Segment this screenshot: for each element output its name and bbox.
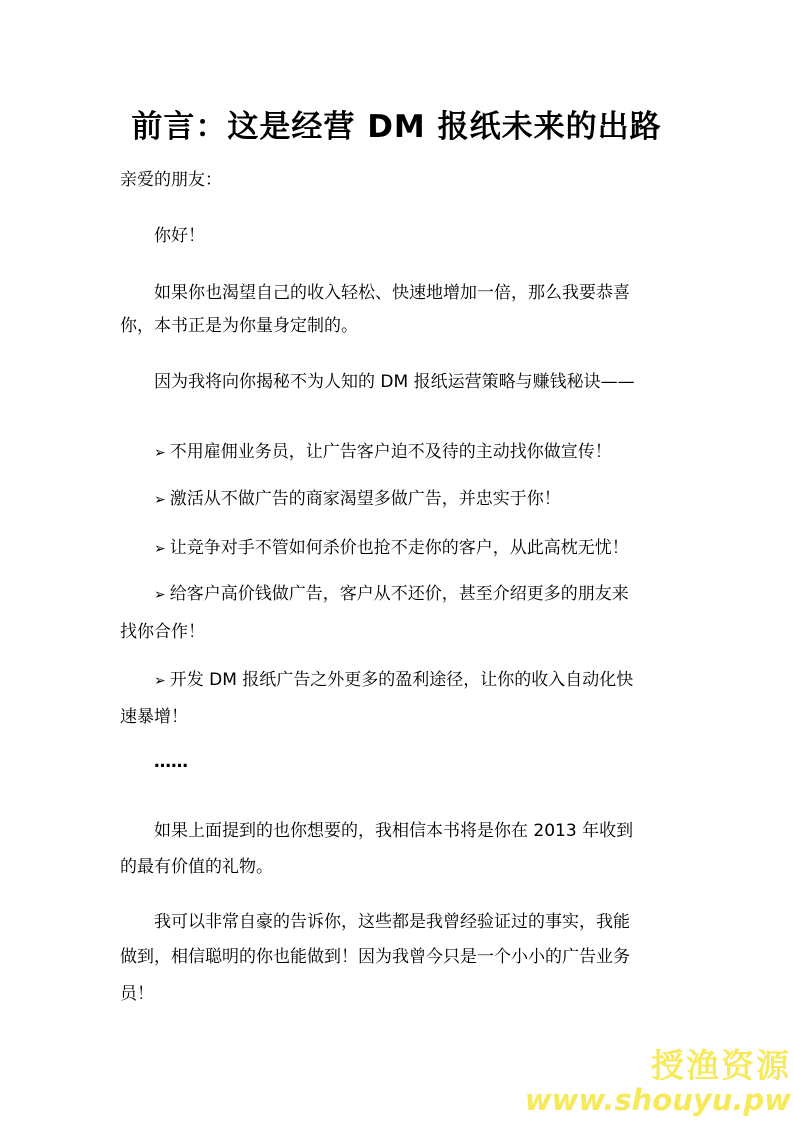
watermark-url: www.shouyu.pw xyxy=(524,1083,791,1117)
bullet-item-3 xyxy=(154,536,629,561)
paragraph-1-line-2: 你，本书正是为你量身定制的。 xyxy=(120,316,358,336)
arrow-bullet-icon: ➢ xyxy=(154,445,166,461)
paragraph-4-line-2: 做到，相信聪明的你也能做到！因为我曾今只是一个小小的广告业务 xyxy=(120,947,630,967)
bullet-item-5-line-2: 速暴增！ xyxy=(120,707,188,727)
bullet-item-1 xyxy=(154,440,612,465)
ellipsis: …… xyxy=(154,752,188,772)
paragraph-3-line-2: 的最有价值的礼物。 xyxy=(120,857,273,877)
bullet-item-1-text: 不用雇佣业务员，让广告客户迫不及待的主动找你做宣传！ xyxy=(169,442,612,462)
bullet-item-4-text: 给客户高价钱做广告，客户从不还价，甚至介绍更多的朋友来 xyxy=(169,584,629,604)
arrow-bullet-icon: ➢ xyxy=(154,673,166,689)
paragraph-4-line-1: 我可以非常自豪的告诉你，这些都是我曾经验证过的事实，我能 xyxy=(154,912,630,932)
bullet-item-3-text: 让竞争对手不管如何杀价也抢不走你的客户，从此高枕无忧！ xyxy=(169,538,629,558)
document-title: 前言：这是经营 DM 报纸未来的出路 xyxy=(131,109,662,145)
arrow-bullet-icon: ➢ xyxy=(154,587,166,603)
bullet-item-5-text: 开发 DM 报纸广告之外更多的盈利途径，让你的收入自动化快 xyxy=(169,670,634,690)
arrow-bullet-icon: ➢ xyxy=(154,541,166,557)
hello-text: 你好！ xyxy=(154,226,205,246)
arrow-bullet-icon: ➢ xyxy=(154,492,166,508)
bullet-item-4 xyxy=(154,582,629,607)
bullet-item-2-text: 激活从不做广告的商家渴望多做广告，并忠实于你！ xyxy=(169,489,561,509)
bullet-item-5 xyxy=(154,668,633,693)
paragraph-3-line-1: 如果上面提到的也你想要的，我相信本书将是你在 2013 年收到 xyxy=(154,821,634,841)
watermark-name: 授渔资源 xyxy=(651,1046,791,1085)
paragraph-4-line-3: 员！ xyxy=(120,984,154,1004)
paragraph-2: 因为我将向你揭秘不为人知的 DM 报纸运营策略与赚钱秘诀—— xyxy=(154,372,635,392)
greeting: 亲爱的朋友： xyxy=(120,170,222,190)
paragraph-1-line-1: 如果你也渴望自己的收入轻松、快速地增加一倍，那么我要恭喜 xyxy=(154,283,630,303)
bullet-item-4-line-2: 找你合作！ xyxy=(120,622,205,642)
bullet-item-2 xyxy=(154,487,561,512)
